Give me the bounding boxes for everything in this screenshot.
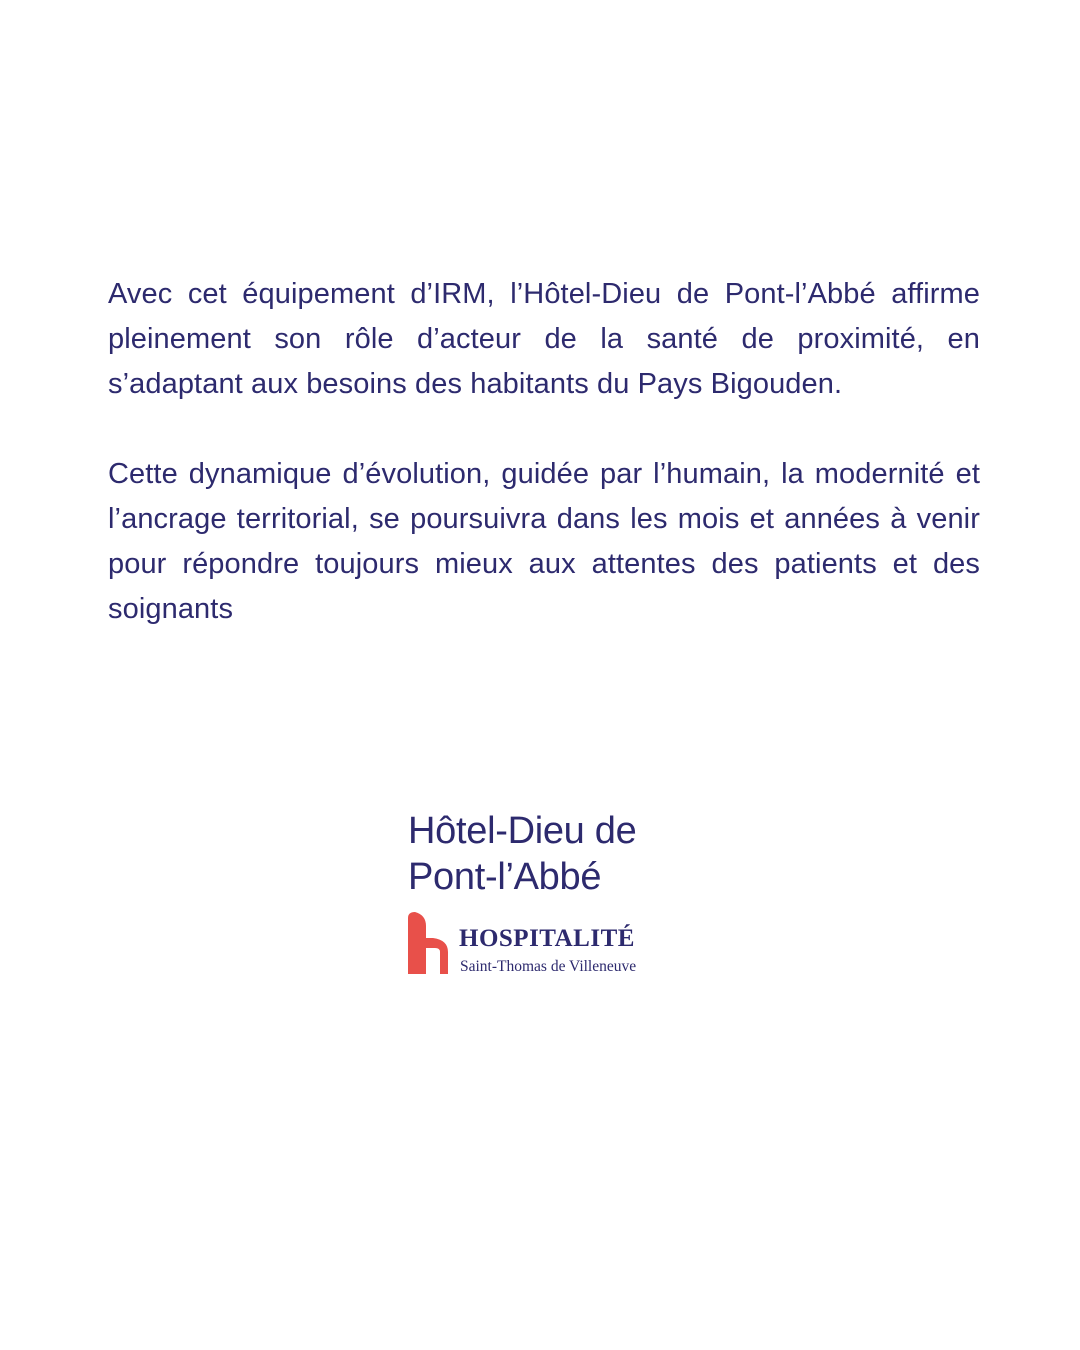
hospital-name-line1: Hôtel-Dieu de <box>408 810 637 852</box>
paragraph-irm: Avec cet équipement d’IRM, l’Hôtel-Dieu de Pont-l’Abbé affirme pleinement son rôle d’acteur de la santé de proximité, en s’adaptant aux besoins des habitants du Pays Bigouden. <box>108 278 980 400</box>
hospitalite-h-icon <box>408 912 448 974</box>
hospital-name-line2: Pont-l’Abbé <box>408 856 602 898</box>
brand-name: HOSPITALITÉ <box>459 925 635 952</box>
hospital-name <box>408 808 708 900</box>
paragraph-dynamique: Cette dynamique d’évolution, guidée par l’humain, la modernité et l’ancrage territorial, se poursuivra dans les mois et années à venir pour répondre toujours mieux aux attentes des patients et des soignants <box>108 458 980 625</box>
hospital-logo <box>408 808 708 975</box>
brand-subtitle: Saint-Thomas de Villeneuve <box>460 958 637 975</box>
